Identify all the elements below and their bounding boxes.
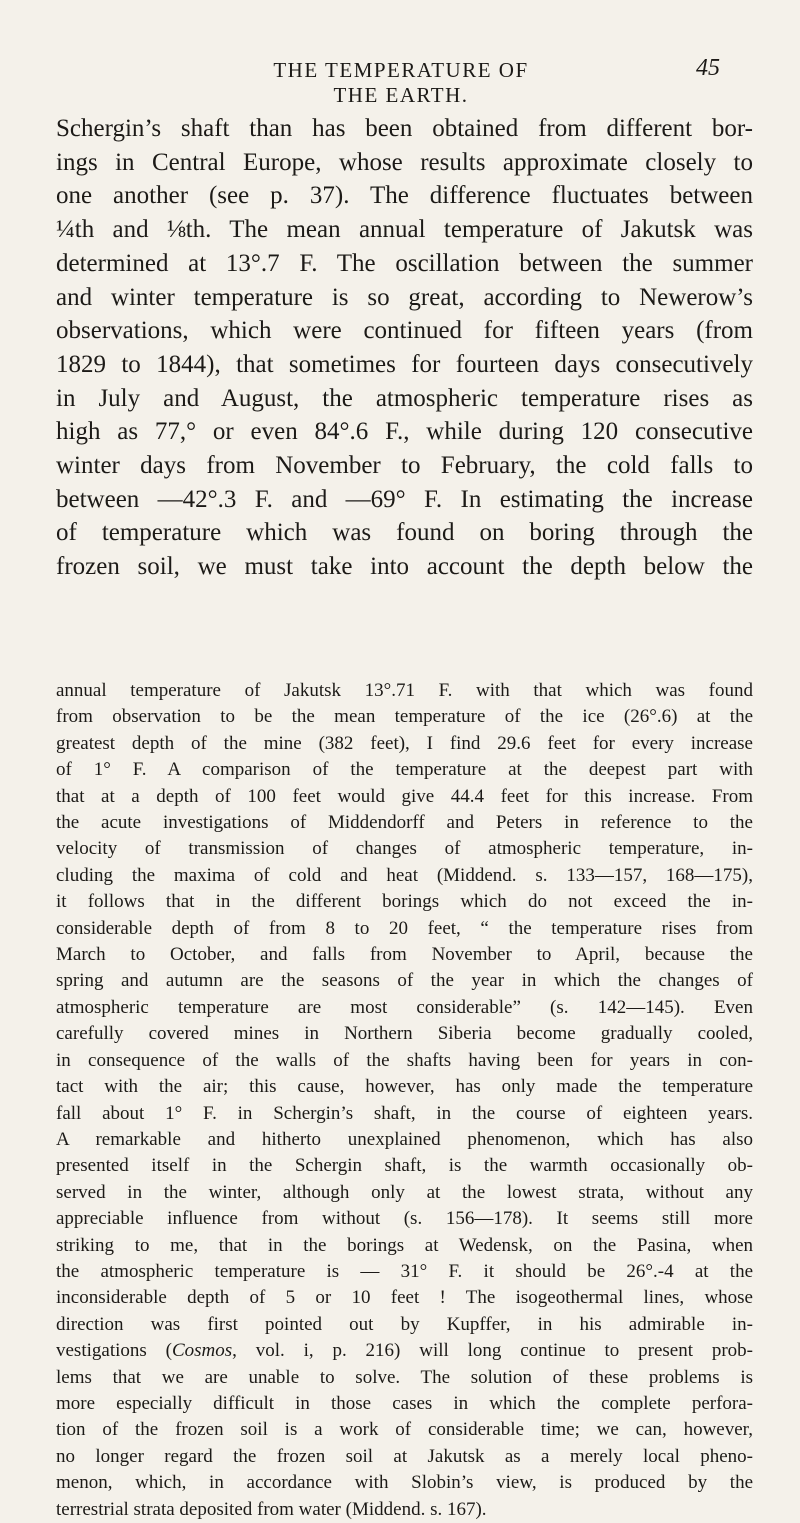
text-line: of temperature which was found on boring through the — [56, 519, 753, 547]
note-line: lems that we are unable to solve. The solution of these problems is — [56, 1366, 753, 1388]
note-line: it follows that in the different borings which do not exceed the in- — [56, 891, 753, 913]
text-line: frozen soil, we must take into account the depth below the — [56, 553, 753, 581]
note-line: the atmospheric temperature is — 31° F. it should be 26°.-4 at the — [56, 1260, 753, 1282]
note-line: no longer regard the frozen soil at Jakutsk as a merely local pheno- — [56, 1445, 753, 1467]
text-line: ings in Central Europe, whose results approximate closely to — [56, 148, 753, 176]
note-line: presented itself in the Schergin shaft, is the warmth occasionally ob- — [56, 1155, 753, 1177]
note-line: served in the winter, although only at the lowest strata, without any — [56, 1181, 753, 1203]
text-line: and winter temperature is so great, according to Newerow’s — [56, 283, 753, 311]
text-line: between —42°.3 F. and —69° F. In estimating the increase — [56, 485, 753, 513]
note-line: of 1° F. A comparison of the temperature at the deepest part with — [56, 759, 753, 781]
note-line: A remarkable and hitherto unexplained phenomenon, which has also — [56, 1128, 753, 1150]
note-line: the acute investigations of Middendorff and Peters in reference to the — [56, 812, 753, 834]
note-line: in consequence of the walls of the shafts having been for years in con- — [56, 1049, 753, 1071]
note-line: considerable depth of from 8 to 20 feet, “ the temperature rises from — [56, 917, 753, 939]
page-number: 45 — [696, 55, 720, 81]
text-line: Schergin’s shaft than has been obtained from different bor- — [56, 115, 753, 142]
note-line: velocity of transmission of changes of atmospheric temperature, in- — [56, 838, 753, 860]
note-line: terrestrial strata deposited from water (Middend. s. 167). — [56, 1498, 487, 1520]
note-line: spring and autumn are the seasons of the year in which the changes of — [56, 970, 753, 992]
note-line: atmospheric temperature are most considerable” (s. 142—145). Even — [56, 996, 753, 1018]
note-line: March to October, and falls from November to April, because the — [56, 944, 753, 966]
note-line: more especially difficult in those cases in which the complete perfora- — [56, 1392, 753, 1414]
note-line: tact with the air; this cause, however, has only made the temperature — [56, 1076, 753, 1098]
running-title: THE TEMPERATURE OF THE EARTH. — [273, 58, 529, 107]
note-line: from observation to be the mean temperature of the ice (26°.6) at the — [56, 706, 753, 728]
note-text — [56, 678, 753, 1523]
note-line: tion of the frozen soil is a work of considerable time; we can, however, — [56, 1419, 753, 1441]
text-line: in July and August, the atmospheric temperature rises as — [56, 384, 753, 412]
text-line: determined at 13°.7 F. The oscillation between the summer — [56, 249, 753, 277]
text-line: ¼th and ⅛th. The mean annual temperature of Jakutsk was — [56, 216, 753, 244]
text-line: winter days from November to February, the cold falls to — [56, 452, 753, 480]
text-line: one another (see p. 37). The difference fluctuates between — [56, 182, 753, 210]
note-line: annual temperature of Jakutsk 13°.71 F. with that which was found — [56, 680, 753, 701]
note-line: inconsiderable depth of 5 or 10 feet ! The isogeothermal lines, whose — [56, 1287, 753, 1309]
note-line: cluding the maxima of cold and heat (Middend. s. 133—157, 168—175), — [56, 864, 753, 886]
note-line: striking to me, that in the borings at Wedensk, on the Pasina, when — [56, 1234, 753, 1256]
text-line: observations, which were continued for fifteen years (from — [56, 317, 753, 345]
note-line: appreciable influence from without (s. 156—178). It seems still more — [56, 1208, 753, 1230]
note-line: greatest depth of the mine (382 feet), I find 29.6 feet for every increase — [56, 732, 753, 754]
main-text — [56, 112, 753, 584]
note-line: menon, which, in accordance with Slobin’s view, is produced by the — [56, 1472, 753, 1494]
note-line: fall about 1° F. in Schergin’s shaft, in the course of eighteen years. — [56, 1102, 753, 1124]
note-line: vestigations (Cosmos, vol. i, p. 216) will long continue to present prob- — [56, 1340, 753, 1362]
text-line: 1829 to 1844), that sometimes for fourteen days consecutively — [56, 350, 753, 378]
note-line: direction was first pointed out by Kupffer, in his admirable in- — [56, 1313, 753, 1335]
note-line: carefully covered mines in Northern Siberia become gradually cooled, — [56, 1023, 753, 1045]
text-line: high as 77,° or even 84°.6 F., while during 120 consecutive — [56, 418, 753, 446]
note-line: that at a depth of 100 feet would give 44.4 feet for this increase. From — [56, 785, 753, 807]
